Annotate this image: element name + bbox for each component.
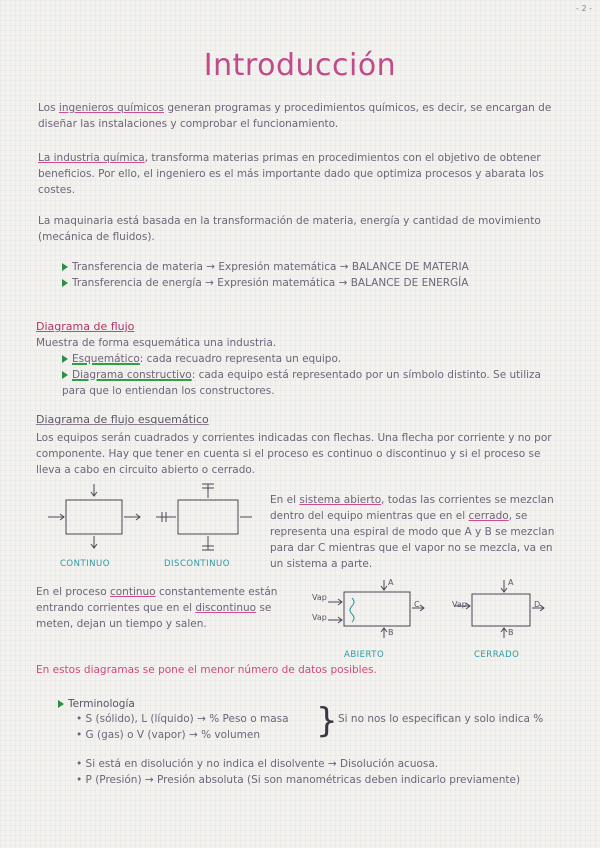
page-number: - 2 - xyxy=(576,4,592,13)
term-industria-quimica: La industria química xyxy=(38,152,145,164)
label-a-abierto: A xyxy=(388,578,394,587)
label-abierto: ABIERTO xyxy=(344,650,385,660)
term-presion: • P (Presión) → Presión absoluta (Si son manométricas deben indicarlo previamente) xyxy=(76,774,521,786)
bullet-balance-materia: Transferencia de materia → Expresión matemática → BALANCE DE MATERIA xyxy=(62,259,562,275)
flow-description: Muestra de forma esquemática una industria. xyxy=(36,337,277,349)
bullet-icon xyxy=(62,355,68,363)
page-title: Introducción xyxy=(203,48,397,83)
bullet-icon xyxy=(58,700,64,708)
intro-paragraph-2: La industria química, transforma materias primas en procedimientos con el objetivo de obtener beneficios. Por ello, el ingeniero es el más importante dado que optimiza procesos y abarata los costes. xyxy=(38,152,544,196)
label-c-abierto: C xyxy=(414,600,420,609)
term-ingenieros-quimicos: ingenieros químicos xyxy=(58,102,165,114)
label-continuo: CONTINUO xyxy=(60,559,110,569)
label-d-cerrado: D xyxy=(534,600,541,609)
section-heading-flow: Diagrama de flujo xyxy=(36,320,135,333)
cerrado-box xyxy=(472,594,530,626)
term-gas-vapor: • G (gas) o V (vapor) → % volumen xyxy=(76,729,260,741)
continuo-box xyxy=(66,500,122,534)
discontinuo-box xyxy=(178,500,238,534)
term-solido-liquido: • S (sólido), L (líquido) → % Peso o masa xyxy=(76,713,289,725)
terminologia-heading: Terminología xyxy=(58,696,135,712)
label-vap-2: Vap xyxy=(312,613,327,622)
section-heading-schematic: Diagrama de flujo esquemático xyxy=(36,413,209,426)
abierto-box xyxy=(344,592,410,626)
proceso-continuo-paragraph: En el proceso continuo constantemente están entrando corrientes que en el discontinuo se meten, dejan un tiempo y salen. xyxy=(36,586,278,630)
note-menor-numero-datos: En estos diagramas se pone el menor número de datos posibles. xyxy=(36,664,377,676)
abierto-cerrado-diagram xyxy=(308,578,558,642)
label-b-cerrado: B xyxy=(508,628,514,637)
sistema-abierto-paragraph: En el sistema abierto, todas las corrientes se mezclan dentro del equipo mientras que en el cerrado, se representa una espiral de modo que A y B se mezclan para dar C mientras que el vapor no se mezcla, va en un sistema a parte. xyxy=(270,494,555,570)
bullet-icon xyxy=(62,279,68,287)
label-a-cerrado: A xyxy=(508,578,514,587)
brace-icon: } xyxy=(316,701,338,741)
bullet-icon xyxy=(62,371,68,379)
bullet-esquematico: Esquemático: cada recuadro representa un equipo. xyxy=(62,351,562,367)
term-disolucion: • Si está en disolución y no indica el disolvente → Disolución acuosa. xyxy=(76,758,439,770)
continuo-discontinuo-diagram xyxy=(44,482,254,560)
label-b-abierto: B xyxy=(388,628,394,637)
brace-note: Si no nos lo especifican y solo indica % xyxy=(338,713,544,725)
bullet-constructivo: Diagrama constructivo: cada equipo está representado por un símbolo distinto. Se utiliza para que lo entiendan los constructores. xyxy=(62,369,541,397)
label-discontinuo: DISCONTINUO xyxy=(164,559,230,569)
bullet-balance-energia: Transferencia de energía → Expresión matemática → BALANCE DE ENERGÍA xyxy=(62,275,562,291)
label-vap-1: Vap xyxy=(312,593,327,602)
label-vap-cerrado: Vap xyxy=(452,600,467,609)
bullet-icon xyxy=(62,263,68,271)
intro-paragraph-3: La maquinaria está basada en la transformación de materia, energía y cantidad de movimiento (mecánica de fluidos). xyxy=(38,215,541,243)
schematic-paragraph: Los equipos serán cuadrados y corrientes indicadas con flechas. Una flecha por corriente y no por componente. Hay que tener en cuenta si el proceso es continuo o discontinuo y si el proceso se lleva a cabo en circuito abierto o cerrado. xyxy=(36,432,552,476)
label-cerrado: CERRADO xyxy=(474,650,520,660)
intro-paragraph-1: Los ingenieros químicos generan programas y procedimientos químicos, es decir, se encargan de diseñar las instalaciones y comprobar el funcionamiento. xyxy=(38,102,552,130)
